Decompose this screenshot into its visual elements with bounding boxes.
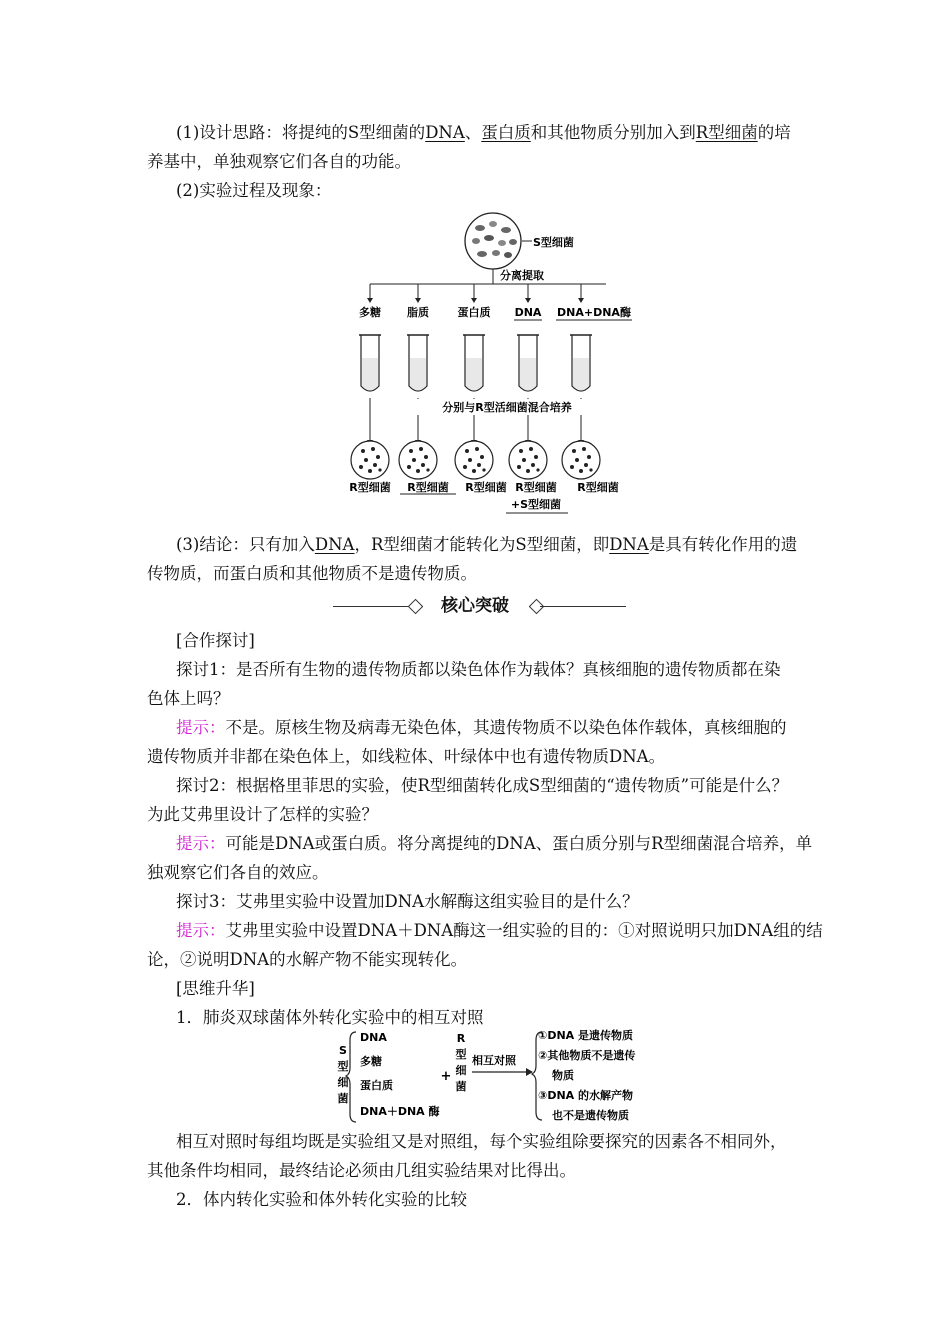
conclusion-line2: 传物质，而蛋白质和其他物质不是遗传物质。 [147, 564, 477, 583]
conclusion-1: ①DNA 是遗传物质 [538, 1029, 633, 1042]
answer3-line1: 提示：艾弗里实验中设置DNA＋DNA酶这一组实验的目的：①对照说明只加DNA组的结 [176, 921, 823, 940]
tube-col-2 [407, 284, 429, 445]
question2-line1: 探讨2：根据格里菲思的实验，使R型细菌转化成S型细菌的“遗传物质”可能是什么？ [176, 776, 789, 795]
tube-col-3 [458, 284, 491, 445]
result-label-3: R型细菌 [465, 481, 507, 494]
tube-label-lipid: 脂质 [407, 306, 429, 319]
result-label-1: R型细菌 [349, 481, 391, 494]
s-jun-char: 菌 [337, 1092, 349, 1105]
result-dish-5 [562, 441, 619, 494]
summary-item1: 1．肺炎双球菌体外转化实验中的相互对照 [176, 1008, 484, 1027]
result-label-5: R型细菌 [577, 481, 619, 494]
left-item-polysaccharide: 多糖 [360, 1055, 382, 1068]
conclusion-2-cont: 物质 [552, 1069, 574, 1082]
tube-label-polysaccharide: 多糖 [359, 306, 381, 319]
conclusion-line1: (3)结论：只有加入DNA，R型细菌才能转化为S型细菌，即DNA是具有转化作用的遗 [176, 535, 798, 554]
s-char: S [339, 1044, 347, 1057]
tip-label: 提示： [176, 718, 226, 737]
conclusion-3: ③DNA 的水解产物 [538, 1089, 633, 1102]
design-idea-line1: (1)设计思路：将提纯的S型细菌的DNA、蛋白质和其他物质分别加入到R型细菌的培 [176, 123, 791, 142]
mutual-control-diagram [330, 1028, 660, 1126]
result-label-2: R型细菌 [407, 481, 449, 494]
right-brace [532, 1032, 542, 1120]
question2-line2: 为此艾弗里设计了怎样的实验？ [147, 805, 378, 824]
discussion-heading: [合作探讨] [176, 631, 255, 650]
summary-item2: 2．体内转化实验和体外转化实验的比较 [176, 1190, 467, 1209]
left-brace [346, 1032, 356, 1122]
result-dish-1 [349, 441, 390, 494]
tube-col-1 [359, 284, 381, 445]
conclusion-3-cont: 也不是遗传物质 [552, 1109, 629, 1122]
question1-line1: 探讨1：是否所有生物的遗传物质都以染色体作为载体？真核细胞的遗传物质都在染 [176, 660, 781, 679]
answer1-line1: 提示：不是。原核生物及病毒无染色体，其遗传物质不以染色体作载体，真核细胞的 [176, 718, 787, 737]
plus-sign: + [440, 1069, 452, 1084]
experiment-diagram [330, 208, 640, 520]
tip-label: 提示： [176, 921, 226, 940]
banner-rule-right [540, 606, 626, 607]
tube-label-dna: DNA [514, 306, 542, 319]
arrow-label: 相互对照 [472, 1054, 516, 1067]
s-type-char: 型 [337, 1060, 349, 1073]
answer1-line2: 遗传物质并非都在染色体上，如线粒体、叶绿体中也有遗传物质DNA。 [147, 747, 666, 766]
question3: 探讨3：艾弗里实验中设置加DNA水解酶这组实验目的是什么？ [176, 892, 639, 911]
answer2-line2: 独观察它们各自的效应。 [147, 863, 329, 882]
summary-heading: [思维升华] [176, 979, 255, 998]
result-label-4: R型细菌 [515, 481, 557, 494]
design-idea-line2: 养基中，单独观察它们各自的功能。 [147, 152, 411, 171]
conclusion-2: ②其他物质不是遗传 [538, 1049, 636, 1062]
summary-text-line1: 相互对照时每组均既是实验组又是对照组，每个实验组除要探究的因素各不相同外， [176, 1132, 787, 1151]
section-banner [0, 595, 950, 619]
left-item-protein: 蛋白质 [360, 1079, 393, 1092]
tip-label: 提示： [176, 834, 226, 853]
s-bacteria-label: S型细菌 [533, 236, 574, 249]
s-bacteria-dish [465, 213, 521, 269]
answer2-line1: 提示：可能是DNA或蛋白质。将分离提纯的DNA、蛋白质分别与R型细菌混合培养，单 [176, 834, 813, 853]
summary-text-line2: 其他条件均相同，最终结论必须由几组实验结果对比得出。 [147, 1161, 576, 1180]
r-char: R [456, 1032, 466, 1045]
result-dish-4 [506, 441, 568, 513]
result-dish-3 [455, 441, 507, 494]
result-label-4-extra: +S型细菌 [510, 498, 562, 511]
tube-col-4 [514, 284, 542, 445]
banner-title: 核心突破 [441, 596, 509, 616]
left-item-dna-dnase: DNA＋DNA 酶 [360, 1105, 440, 1118]
left-item-dna: DNA [360, 1031, 387, 1044]
extract-label: 分离提取 [500, 269, 544, 282]
s-xi-char: 细 [337, 1076, 349, 1089]
r-xi-char: 细 [455, 1064, 467, 1077]
r-jun-char: 菌 [455, 1080, 467, 1093]
tube-col-5 [556, 284, 632, 445]
result-dish-2 [399, 441, 456, 494]
mix-culture-label: 分别与R型活细菌混合培养 [442, 401, 572, 414]
tube-label-dna-dnase: DNA+DNA酶 [557, 306, 631, 319]
r-type-char: 型 [455, 1048, 467, 1061]
tube-label-protein: 蛋白质 [457, 306, 491, 319]
answer3-line2: 论，②说明DNA的水解产物不能实现转化。 [147, 950, 468, 969]
question1-line2: 色体上吗？ [147, 689, 230, 708]
procedure-heading: (2)实验过程及现象： [176, 181, 332, 200]
arrow-head [526, 1068, 533, 1076]
